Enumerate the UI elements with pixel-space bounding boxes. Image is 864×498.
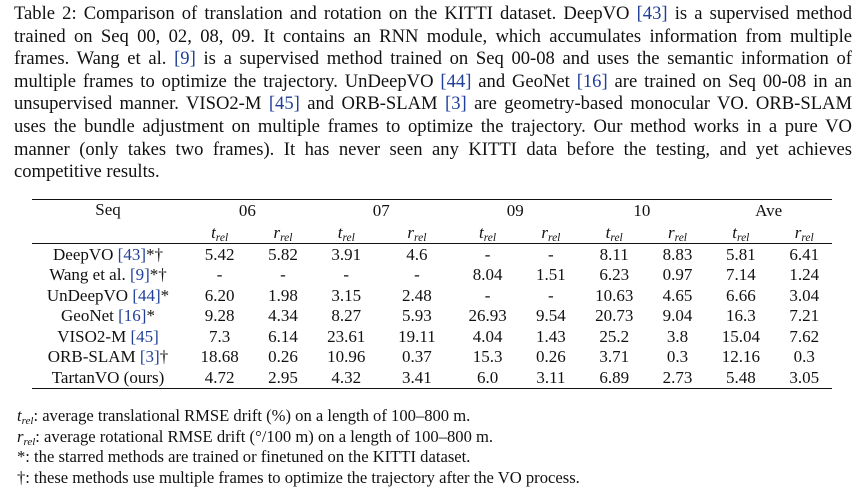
caption-text: are trained on Seq 00-08 in an unsupervised manner. VISO2-M: [14, 70, 852, 115]
metric-value-cell: -: [452, 244, 523, 265]
metric-value-cell: -: [523, 244, 578, 265]
sequence-header: 06: [184, 200, 311, 223]
citation-link[interactable]: [43]: [636, 3, 668, 24]
method-name-cell: [32, 326, 184, 347]
method-name-cell: [32, 265, 184, 286]
metric-r-header: $r_{rel}$: [541, 222, 561, 244]
method-name-cell: [32, 244, 184, 265]
method-name-cell: [32, 285, 184, 306]
method-mark: *†: [146, 244, 163, 264]
citation-link[interactable]: [3]: [445, 93, 467, 115]
caption-text: is a supervised method trained on Seq 00-08 and uses the semantic information of multiple frames to optimize the trajectory. UnDeepVO: [14, 48, 852, 92]
metric-r-header: $r_{rel}$: [668, 222, 688, 244]
metric-value-cell: 3.04: [789, 285, 820, 305]
method-name: VISO2-M: [57, 326, 131, 346]
metric-value-cell: 9.04: [662, 306, 693, 326]
footnote-t-rel: $t_{rel}$: average translational RMSE drift (%) on a length of 100–800 m.: [17, 406, 471, 427]
metric-value-cell: 4.32: [311, 368, 382, 389]
method-name: DeepVO: [53, 244, 118, 264]
metric-value-cell: 19.11: [398, 326, 436, 346]
metric-value-cell: 9.28: [204, 306, 235, 326]
sequence-header: 07: [311, 200, 452, 223]
caption-text: is a supervised method trained on Seq 00, 02, 08, 09. It contains an RNN module, which accumulates information from multiple frames. Wang et al.: [14, 3, 852, 70]
metric-value-cell: 7.14: [725, 265, 756, 285]
metric-value-cell: 7.21: [789, 306, 820, 326]
metric-value-cell: 0.3: [793, 347, 815, 367]
citation-link[interactable]: [45]: [268, 93, 300, 115]
metric-value-cell: 15.3: [472, 347, 503, 367]
metric-t-header: $t_{rel}$: [211, 222, 229, 244]
metric-value-cell: 4.04: [472, 326, 503, 346]
seq-header: Seq: [32, 200, 184, 244]
metric-value-cell: 5.81: [705, 244, 776, 265]
citation-link[interactable]: [44]: [132, 285, 161, 305]
caption-text: and ORB-SLAM: [299, 93, 446, 115]
sequence-header: 09: [452, 200, 579, 223]
metric-value-cell: 6.14: [268, 326, 298, 346]
metric-r-header: $r_{rel}$: [407, 222, 427, 244]
metric-value-cell: 3.15: [331, 285, 362, 305]
method-name: GeoNet: [61, 306, 119, 326]
caption-text: and GeoNet: [471, 70, 577, 92]
metric-value-cell: 7.3: [208, 326, 231, 346]
metric-r-header: $r_{rel}$: [273, 222, 293, 244]
citation-link[interactable]: [44]: [440, 70, 472, 92]
metric-value-cell: 6.66: [725, 285, 756, 305]
metric-value-cell: 10.63: [595, 285, 634, 305]
metric-value-cell: 18.68: [200, 347, 239, 367]
metric-value-cell: 4.34: [268, 306, 298, 326]
metric-value-cell: 15.04: [721, 326, 760, 346]
metric-value-cell: 12.16: [721, 347, 760, 367]
table-caption: [14, 3, 852, 184]
table-footnotes: [17, 406, 580, 488]
metric-value-cell: -: [414, 265, 420, 285]
method-name: ORB-SLAM: [47, 347, 140, 367]
method-name-cell: [32, 368, 184, 389]
citation-link[interactable]: [45]: [130, 326, 159, 346]
metric-value-cell: 20.73: [595, 306, 634, 326]
method-mark: *: [146, 306, 155, 326]
method-name: UnDeepVO: [46, 285, 133, 305]
metric-value-cell: 0.26: [536, 347, 566, 367]
metric-value-cell: -: [548, 285, 554, 305]
table-row: [32, 285, 832, 306]
table-row: [32, 265, 832, 286]
metric-value-cell: 6.41: [776, 244, 832, 265]
metric-value-cell: 8.04: [472, 265, 503, 285]
table-body: [32, 244, 832, 389]
metric-value-cell: 25.2: [599, 326, 630, 346]
footnote-star: *: the starred methods are trained or finetuned on the KITTI dataset.: [17, 447, 471, 467]
metric-value-cell: 1.24: [789, 265, 820, 285]
table-row: [32, 306, 832, 327]
citation-link[interactable]: [9]: [129, 265, 150, 285]
method-mark: *†: [149, 265, 167, 285]
metric-value-cell: 2.73: [650, 368, 705, 389]
metric-value-cell: 26.93: [468, 306, 507, 326]
citation-link[interactable]: [16]: [118, 306, 147, 326]
metric-value-cell: 0.3: [666, 347, 689, 367]
table-row: [32, 347, 832, 368]
metric-value-cell: 6.89: [579, 368, 650, 389]
method-name-cell: [32, 347, 184, 368]
metric-value-cell: 2.48: [402, 285, 432, 305]
metric-value-cell: 8.27: [331, 306, 362, 326]
table-row: [32, 326, 832, 347]
metric-value-cell: 5.93: [402, 306, 432, 326]
method-name: Wang et al.: [49, 265, 130, 285]
table-row: [32, 368, 832, 389]
citation-link[interactable]: [9]: [174, 48, 196, 70]
metric-t-header: $t_{rel}$: [479, 222, 497, 244]
table-row: [32, 244, 832, 265]
metric-value-cell: 0.37: [402, 347, 432, 367]
metric-value-cell: 6.23: [599, 265, 630, 285]
metric-value-cell: 2.95: [255, 368, 310, 389]
metric-value-cell: 3.91: [311, 244, 382, 265]
metric-value-cell: -: [484, 285, 491, 305]
citation-link[interactable]: [43]: [117, 244, 146, 264]
metric-value-cell: 3.71: [599, 347, 630, 367]
metric-value-cell: 6.0: [452, 368, 523, 389]
metric-value-cell: 5.42: [184, 244, 255, 265]
method-name: TartanVO (ours): [51, 368, 165, 388]
metric-t-header: $t_{rel}$: [605, 222, 623, 244]
metric-value-cell: -: [216, 265, 223, 285]
footnote-r-rel: $r_{rel}$: average rotational RMSE drift (°/100 m) on a length of 100–800 m.: [17, 426, 494, 448]
metric-value-cell: 3.11: [523, 368, 578, 389]
metric-t-header: $t_{rel}$: [337, 222, 355, 244]
metric-r-header: $r_{rel}$: [794, 222, 814, 244]
citation-link[interactable]: [3]: [139, 347, 160, 367]
method-mark: †: [159, 347, 169, 367]
metric-value-cell: 1.43: [536, 326, 566, 346]
metric-value-cell: 5.82: [255, 244, 310, 265]
method-name-cell: [32, 306, 184, 327]
metric-value-cell: 9.54: [536, 306, 566, 326]
metric-value-cell: 8.11: [579, 244, 650, 265]
metric-value-cell: 1.51: [536, 265, 566, 285]
caption-text: Table 2: Comparison of translation and rotation on the KITTI dataset. DeepVO: [14, 3, 637, 24]
results-table: [32, 199, 832, 389]
metric-value-cell: 4.6: [382, 244, 452, 265]
metric-value-cell: 3.8: [666, 326, 689, 346]
metric-value-cell: -: [280, 265, 286, 285]
method-mark: *: [160, 285, 170, 305]
metric-value-cell: 10.96: [327, 347, 366, 367]
metric-value-cell: 6.20: [204, 285, 235, 305]
sequence-header: Ave: [705, 200, 832, 223]
table-header-row: [32, 200, 832, 223]
metric-value-cell: 23.61: [327, 326, 366, 346]
metric-value-cell: 3.05: [776, 368, 832, 389]
metric-value-cell: 8.83: [650, 244, 705, 265]
metric-value-cell: 0.97: [662, 265, 693, 285]
metric-value-cell: 3.41: [382, 368, 452, 389]
metric-value-cell: 1.98: [268, 285, 298, 305]
metric-value-cell: 5.48: [705, 368, 776, 389]
metric-value-cell: 16.3: [725, 306, 756, 326]
sequence-header: 10: [579, 200, 706, 223]
metric-value-cell: 7.62: [789, 326, 820, 346]
footnote-dagger: †: these methods use multiple frames to optimize the trajectory after the VO process.: [17, 467, 580, 487]
caption-text: are geometry-based monocular VO. ORB-SLAM uses the bundle adjustment on multiple frames to optimize the trajectory. Our method works in a pure VO manner (only takes two frames). It has never seen any KITTI data before the testing, and yet achieves competitive results.: [14, 93, 853, 183]
metric-t-header: $t_{rel}$: [732, 222, 750, 244]
metric-value-cell: 4.72: [184, 368, 255, 389]
citation-link[interactable]: [16]: [576, 70, 608, 92]
metric-value-cell: 4.65: [662, 285, 693, 305]
metric-value-cell: 0.26: [268, 347, 298, 367]
metric-value-cell: -: [343, 265, 350, 285]
